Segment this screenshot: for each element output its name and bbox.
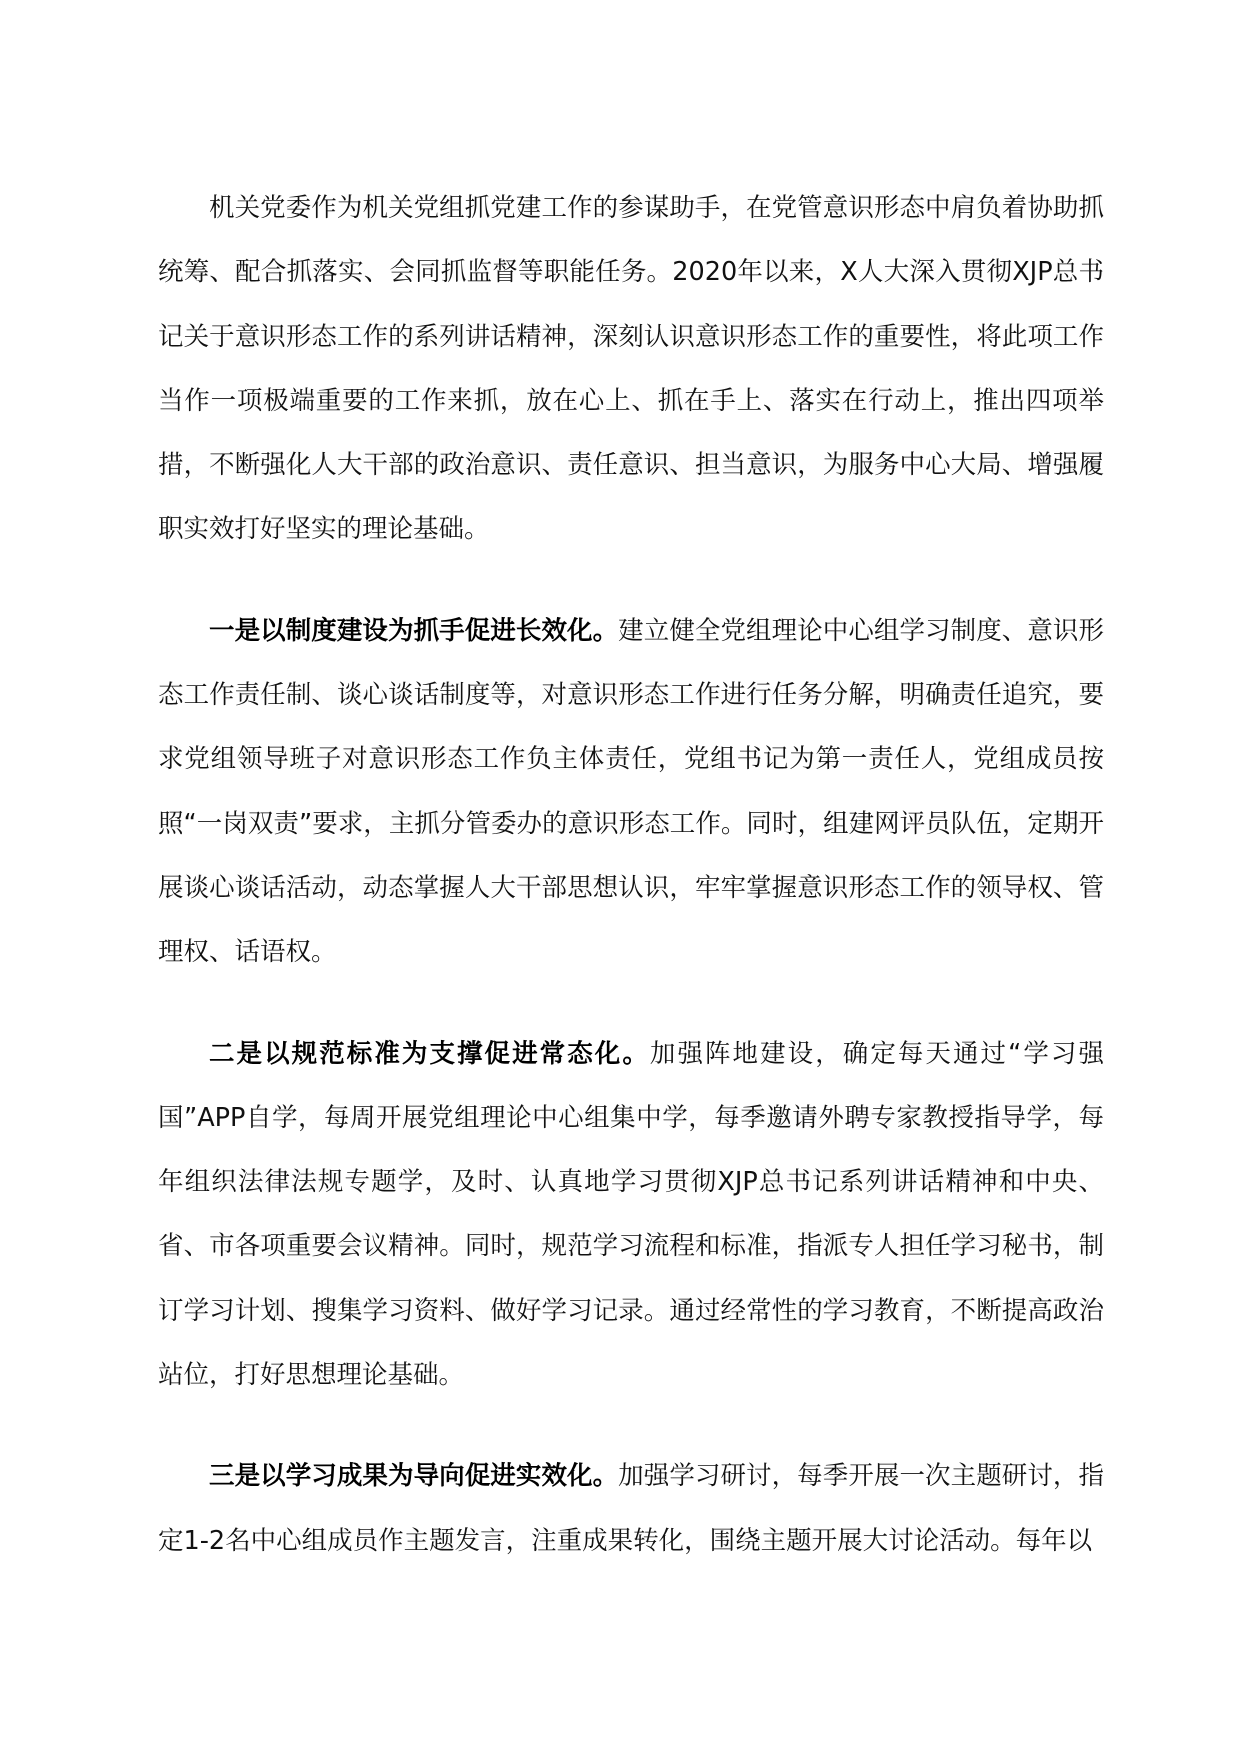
paragraph-heading: 二是以规范标准为支撑促进常态化。 (209, 1038, 650, 1069)
paragraph-text: 机关党委作为机关党组抓党建工作的参谋助手，在党管意识形态中肩负着协助抓统筹、配合抓落实、会同抓监督等职能任务。2020年以来，X人大深入贯彻XJP总书记关于意识形态工作的系列讲话精神，深刻认识意识形态工作的重要性，将此项工作当作一项极端重要的工作来抓，放在心上、抓在手上、落实在行动上，推出四项举措，不断强化人大干部的政治意识、责任意识、担当意识，为服务中心大局、增强履职实效打好坚实的理论基础。 (158, 193, 1104, 545)
paragraph-heading: 一是以制度建设为抓手促进长效化。 (209, 615, 619, 646)
paragraph-measure-1 (158, 599, 1104, 985)
paragraph-heading: 三是以学习成果为导向促进实效化。 (209, 1461, 619, 1492)
paragraph-measure-3 (158, 1444, 1104, 1573)
paragraph-measure-2 (158, 1022, 1104, 1408)
paragraph-text: 加强阵地建设，确定每天通过“学习强国”APP自学，每周开展党组理论中心组集中学，每季邀请外聘专家教授指导学，每年组织法律法规专题学，及时、认真地学习贯彻XJP总书记系列讲话精神和中央、省、市各项重要会议精神。同时，规范学习流程和标准，指派专人担任学习秘书，制订学习计划、搜集学习资料、做好学习记录。通过经常性的学习教育，不断提高政治站位，打好思想理论基础。 (158, 1038, 1104, 1391)
paragraph-intro (158, 176, 1104, 562)
paragraph-text: 建立健全党组理论中心组学习制度、意识形态工作责任制、谈心谈话制度等，对意识形态工作进行任务分解，明确责任追究，要求党组领导班子对意识形态工作负主体责任，党组书记为第一责任人，党组成员按照“一岗双责”要求，主抓分管委办的意识形态工作。同时，组建网评员队伍，定期开展谈心谈话活动，动态掌握人大干部思想认识，牢牢掌握意识形态工作的领导权、管理权、话语权。 (158, 615, 1104, 968)
paragraph-text: 加强学习研讨，每季开展一次主题研讨，指定1-2名中心组成员作主题发言，注重成果转化，围绕主题开展大讨论活动。每年以 (158, 1461, 1104, 1556)
document-body (158, 176, 1104, 1610)
